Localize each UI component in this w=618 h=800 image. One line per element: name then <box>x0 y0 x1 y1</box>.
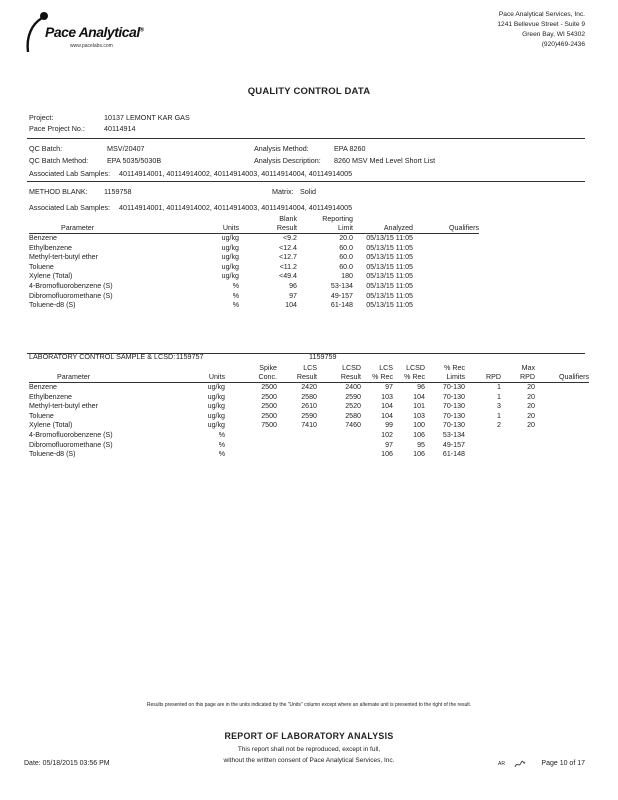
cell-units: % <box>232 281 239 290</box>
footer-line-1: This report shall not be reproduced, except in full, <box>237 746 381 753</box>
cell-conc <box>225 441 277 451</box>
cell-lcsd: 7460 <box>345 421 361 430</box>
cell-units: ug/kg <box>207 411 225 420</box>
cell-parameter: 4-Bromofluorobenzene (S) <box>29 281 113 290</box>
table-row <box>29 450 589 460</box>
cell-max_rpd <box>501 450 535 460</box>
signature-icon <box>514 760 526 769</box>
cell-limits: 70-130 <box>442 402 465 411</box>
company-name: Pace Analytical Services, Inc. <box>498 11 585 18</box>
cell-limit: 49-157 <box>330 291 353 300</box>
cell-qualifiers <box>413 292 479 302</box>
cell-units: ug/kg <box>207 392 225 401</box>
cell-lcs_rec: 106 <box>381 450 393 459</box>
cell-units: % <box>218 430 225 439</box>
lcs-label: LABORATORY CONTROL SAMPLE & LCSD: <box>29 352 176 361</box>
qc-batch-value: MSV/20407 <box>107 144 145 153</box>
table-row <box>29 393 589 403</box>
divider <box>27 181 585 182</box>
cell-qualifiers <box>535 402 589 412</box>
cell-analyzed: 05/13/15 11:05 <box>366 262 413 271</box>
table-row <box>29 234 479 244</box>
cell-result: <11.2 <box>279 262 297 271</box>
table-row <box>29 244 479 254</box>
cell-qualifiers <box>413 234 479 244</box>
pace-project-value: 40114914 <box>104 124 136 133</box>
table-row <box>29 431 589 441</box>
analysis-desc-value: 8260 MSV Med Level Short List <box>334 156 436 165</box>
cell-result: 104 <box>285 301 297 310</box>
cell-lcsd <box>317 441 361 451</box>
cell-conc: 2500 <box>261 411 277 420</box>
cell-max_rpd: 20 <box>527 392 535 401</box>
col-header-qualifiers: Qualifiers <box>449 224 479 232</box>
cell-lcs_rec: 103 <box>381 392 393 401</box>
cell-lcsd_rec: 96 <box>417 383 425 391</box>
cell-lcsd: 2400 <box>345 383 361 391</box>
cell-parameter: Dibromofluoromethane (S) <box>29 291 113 300</box>
cell-lcs_rec: 104 <box>381 411 393 420</box>
cell-parameter: Methyl-tert-butyl ether <box>29 253 98 262</box>
cell-parameter: Ethylbenzene <box>29 392 72 401</box>
cell-qualifiers <box>413 253 479 263</box>
method-blank-label: METHOD BLANK: <box>29 187 88 196</box>
company-address-block <box>497 10 585 50</box>
project-value: 10137 LEMONT KAR GAS <box>104 113 190 122</box>
cell-conc: 2500 <box>261 402 277 411</box>
cell-rpd: 1 <box>497 392 501 401</box>
cell-limit: 60.0 <box>339 253 353 262</box>
cell-limits: 70-130 <box>442 421 465 430</box>
cell-qualifiers <box>535 441 589 451</box>
col-header-blank: Blank <box>279 215 297 223</box>
cell-rpd: 1 <box>497 411 501 420</box>
table-row <box>29 402 589 412</box>
cell-conc: 2500 <box>261 392 277 401</box>
col-header-limit: Limit <box>338 224 353 232</box>
cell-max_rpd: 20 <box>527 411 535 420</box>
cell-rpd: 1 <box>497 383 501 391</box>
cell-lcsd_rec: 100 <box>413 421 425 430</box>
col-header-lcs-rec: % Rec <box>372 373 393 381</box>
cell-lcs: 7410 <box>301 421 317 430</box>
col-header-lcsd-rec: % Rec <box>404 373 425 381</box>
logo-name: Pace Analytical® <box>45 24 144 40</box>
cell-parameter: Toluene-d8 (S) <box>29 450 76 459</box>
cell-lcs_rec: 97 <box>385 383 393 391</box>
cell-limit: 60.0 <box>339 243 353 252</box>
analysis-method-value: EPA 8260 <box>334 144 366 153</box>
reviewer-initials: AR <box>498 761 505 767</box>
col-header-parameter: Parameter <box>57 373 91 381</box>
company-logo <box>22 10 152 56</box>
table-row <box>29 383 589 393</box>
cell-units: ug/kg <box>221 262 239 271</box>
cell-result: <49.4 <box>279 272 297 281</box>
cell-result: 96 <box>289 281 297 290</box>
cell-result: <12.4 <box>279 243 297 252</box>
cell-result: <9.2 <box>282 234 297 242</box>
table-header-row <box>29 215 479 224</box>
cell-lcs_rec: 97 <box>385 440 393 449</box>
cell-units: % <box>232 301 239 310</box>
col-header-max-rpd: RPD <box>520 373 535 381</box>
cell-units: ug/kg <box>221 253 239 262</box>
cell-limits: 61-148 <box>442 450 465 459</box>
lcs-id: 1159757 <box>176 352 204 361</box>
cell-analyzed: 05/13/15 11:05 <box>366 301 413 310</box>
cell-parameter: Benzene <box>29 234 58 242</box>
cell-analyzed: 05/13/15 11:05 <box>366 272 413 281</box>
cell-rpd: 3 <box>497 402 501 411</box>
assoc-samples-value: 40114914001, 40114914002, 40114914003, 40114914004, 40114914005 <box>119 169 353 178</box>
table-row <box>29 441 589 451</box>
cell-limit: 60.0 <box>339 262 353 271</box>
col-header-conc: Conc. <box>258 373 277 381</box>
cell-lcs: 2580 <box>301 392 317 401</box>
cell-conc <box>225 450 277 460</box>
cell-max_rpd: 20 <box>527 421 535 430</box>
cell-lcsd_rec: 106 <box>413 430 425 439</box>
company-phone: (920)469-2436 <box>541 41 585 48</box>
table-row <box>29 272 479 282</box>
units-note: Results presented on this page are in the units indicated by the "Units" column except where an alternate unit is presented to the right of the result. <box>146 702 472 708</box>
col-header-units: Units <box>208 373 225 381</box>
col-header-limits: Limits <box>446 373 465 381</box>
cell-parameter: Methyl-tert-butyl ether <box>29 402 98 411</box>
cell-qualifiers <box>535 450 589 460</box>
analysis-method-label: Analysis Method: <box>254 144 309 153</box>
cell-parameter: 4-Bromofluorobenzene (S) <box>29 430 113 439</box>
cell-max_rpd: 20 <box>527 402 535 411</box>
cell-analyzed: 05/13/15 11:05 <box>366 243 413 252</box>
table-row <box>29 412 589 422</box>
pace-project-label: Pace Project No.: <box>29 124 85 133</box>
page-number: Page 10 of 17 <box>541 760 585 767</box>
lcsd-id: 1159759 <box>309 352 337 361</box>
cell-qualifiers <box>535 412 589 422</box>
cell-qualifiers <box>413 244 479 254</box>
cell-limits: 53-134 <box>442 430 465 439</box>
cell-limits: 70-130 <box>442 411 465 420</box>
col-header-reporting: Reporting <box>322 215 353 223</box>
cell-lcs_rec: 102 <box>381 430 393 439</box>
cell-units: ug/kg <box>221 272 239 281</box>
cell-qualifiers <box>535 421 589 431</box>
mb-assoc-samples-label: Associated Lab Samples: <box>29 203 111 212</box>
table-row <box>29 282 479 292</box>
cell-lcsd <box>317 450 361 460</box>
cell-lcsd_rec: 95 <box>417 440 425 449</box>
cell-units: ug/kg <box>207 383 225 391</box>
cell-conc: 7500 <box>261 421 277 430</box>
cell-qualifiers <box>413 263 479 273</box>
cell-units: ug/kg <box>221 243 239 252</box>
cell-parameter: Xylene (Total) <box>29 421 73 430</box>
cell-parameter: Ethylbenzene <box>29 243 72 252</box>
cell-units: ug/kg <box>221 234 239 242</box>
cell-units: % <box>218 450 225 459</box>
cell-lcs_rec: 104 <box>381 402 393 411</box>
cell-qualifiers <box>413 301 479 311</box>
cell-qualifiers <box>413 282 479 292</box>
cell-limit: 20.0 <box>339 234 353 242</box>
cell-analyzed: 05/13/15 11:05 <box>366 281 413 290</box>
cell-lcs: 2420 <box>301 383 317 391</box>
cell-conc <box>225 431 277 441</box>
cell-lcsd_rec: 103 <box>413 411 425 420</box>
cell-analyzed: 05/13/15 11:05 <box>366 291 413 300</box>
cell-units: % <box>232 291 239 300</box>
cell-lcsd: 2590 <box>345 392 361 401</box>
cell-rpd <box>465 441 501 451</box>
cell-limit: 180 <box>341 272 353 281</box>
cell-lcs: 2590 <box>301 411 317 420</box>
cell-limits: 70-130 <box>442 392 465 401</box>
cell-qualifiers <box>413 272 479 282</box>
cell-limits: 49-157 <box>442 440 465 449</box>
table-row <box>29 301 479 311</box>
col-header-lcs-pct: LCS <box>379 364 393 372</box>
cell-parameter: Benzene <box>29 383 58 391</box>
cell-parameter: Xylene (Total) <box>29 272 73 281</box>
col-header-rec: % Rec <box>444 364 465 372</box>
cell-parameter: Toluene-d8 (S) <box>29 301 76 310</box>
logo-url: www.pacelabs.com <box>70 43 113 49</box>
table-row <box>29 421 589 431</box>
cell-parameter: Toluene <box>29 262 54 271</box>
col-header-qualifiers: Qualifiers <box>559 373 589 381</box>
col-header-units: Units <box>222 224 239 232</box>
cell-rpd: 2 <box>497 421 501 430</box>
cell-analyzed: 05/13/15 11:05 <box>366 234 413 242</box>
table-header-row <box>29 224 479 234</box>
method-blank-table <box>29 215 479 311</box>
cell-lcsd <box>317 431 361 441</box>
cell-qualifiers <box>535 393 589 403</box>
cell-lcsd: 2520 <box>345 402 361 411</box>
mb-assoc-samples-value: 40114914001, 40114914002, 40114914003, 40114914004, 40114914005 <box>119 203 353 212</box>
company-city: Green Bay, WI 54302 <box>522 31 585 38</box>
analysis-desc-label: Analysis Description: <box>254 156 321 165</box>
cell-result: 97 <box>289 291 297 300</box>
lcs-table <box>29 364 589 460</box>
cell-conc: 2500 <box>261 383 277 391</box>
col-header-max: Max <box>521 364 535 372</box>
page-title: QUALITY CONTROL DATA <box>247 86 371 97</box>
col-header-parameter: Parameter <box>61 224 95 232</box>
table-row <box>29 292 479 302</box>
col-header-result: Result <box>276 224 297 232</box>
method-blank-id: 1159758 <box>104 187 132 196</box>
cell-limit: 61-148 <box>330 301 353 310</box>
cell-lcsd: 2580 <box>345 411 361 420</box>
cell-analyzed: 05/13/15 11:05 <box>366 253 413 262</box>
company-address: 1241 Bellevue Street - Suite 9 <box>497 21 585 28</box>
table-row <box>29 263 479 273</box>
table-header-row <box>29 364 589 373</box>
cell-rpd <box>465 431 501 441</box>
col-header-analyzed: Analyzed <box>383 224 413 232</box>
cell-max_rpd <box>501 441 535 451</box>
cell-lcs: 2610 <box>301 402 317 411</box>
cell-parameter: Dibromofluoromethane (S) <box>29 440 113 449</box>
qc-batch-method-label: QC Batch Method: <box>29 156 89 165</box>
cell-lcsd_rec: 101 <box>413 402 425 411</box>
col-header-lcsd-result: Result <box>340 373 361 381</box>
cell-units: % <box>218 440 225 449</box>
cell-qualifiers <box>535 383 589 393</box>
table-header-row <box>29 373 589 383</box>
qc-batch-label: QC Batch: <box>29 144 63 153</box>
cell-rpd <box>465 450 501 460</box>
qc-batch-method-value: EPA 5035/5030B <box>107 156 162 165</box>
table-row <box>29 253 479 263</box>
cell-lcsd_rec: 106 <box>413 450 425 459</box>
col-header-lcs: LCS <box>303 364 317 372</box>
footer-line-2: without the written consent of Pace Analytical Services, Inc. <box>223 757 395 764</box>
cell-result: <12.7 <box>279 253 297 262</box>
cell-lcs_rec: 99 <box>385 421 393 430</box>
report-date: Date: 05/18/2015 03:56 PM <box>24 760 110 767</box>
project-label: Project: <box>29 113 54 122</box>
cell-limit: 53-134 <box>330 281 353 290</box>
cell-units: ug/kg <box>207 421 225 430</box>
divider <box>27 138 585 139</box>
cell-limits: 70-130 <box>442 383 465 391</box>
cell-lcs <box>277 450 317 460</box>
matrix-label: Matrix: <box>272 187 294 196</box>
col-header-lcs-result: Result <box>296 373 317 381</box>
cell-max_rpd: 20 <box>527 383 535 391</box>
col-header-lcsd-pct: LCSD <box>406 364 425 372</box>
cell-parameter: Toluene <box>29 411 54 420</box>
col-header-lcsd: LCSD <box>342 364 361 372</box>
col-header-rpd: RPD <box>486 373 501 381</box>
matrix-value: Solid <box>300 187 316 196</box>
cell-max_rpd <box>501 431 535 441</box>
cell-units: ug/kg <box>207 402 225 411</box>
col-header-spike: Spike <box>259 364 277 372</box>
cell-qualifiers <box>535 431 589 441</box>
cell-lcs <box>277 431 317 441</box>
assoc-samples-label: Associated Lab Samples: <box>29 169 111 178</box>
report-title: REPORT OF LABORATORY ANALYSIS <box>224 731 394 741</box>
cell-lcsd_rec: 104 <box>413 392 425 401</box>
cell-lcs <box>277 441 317 451</box>
